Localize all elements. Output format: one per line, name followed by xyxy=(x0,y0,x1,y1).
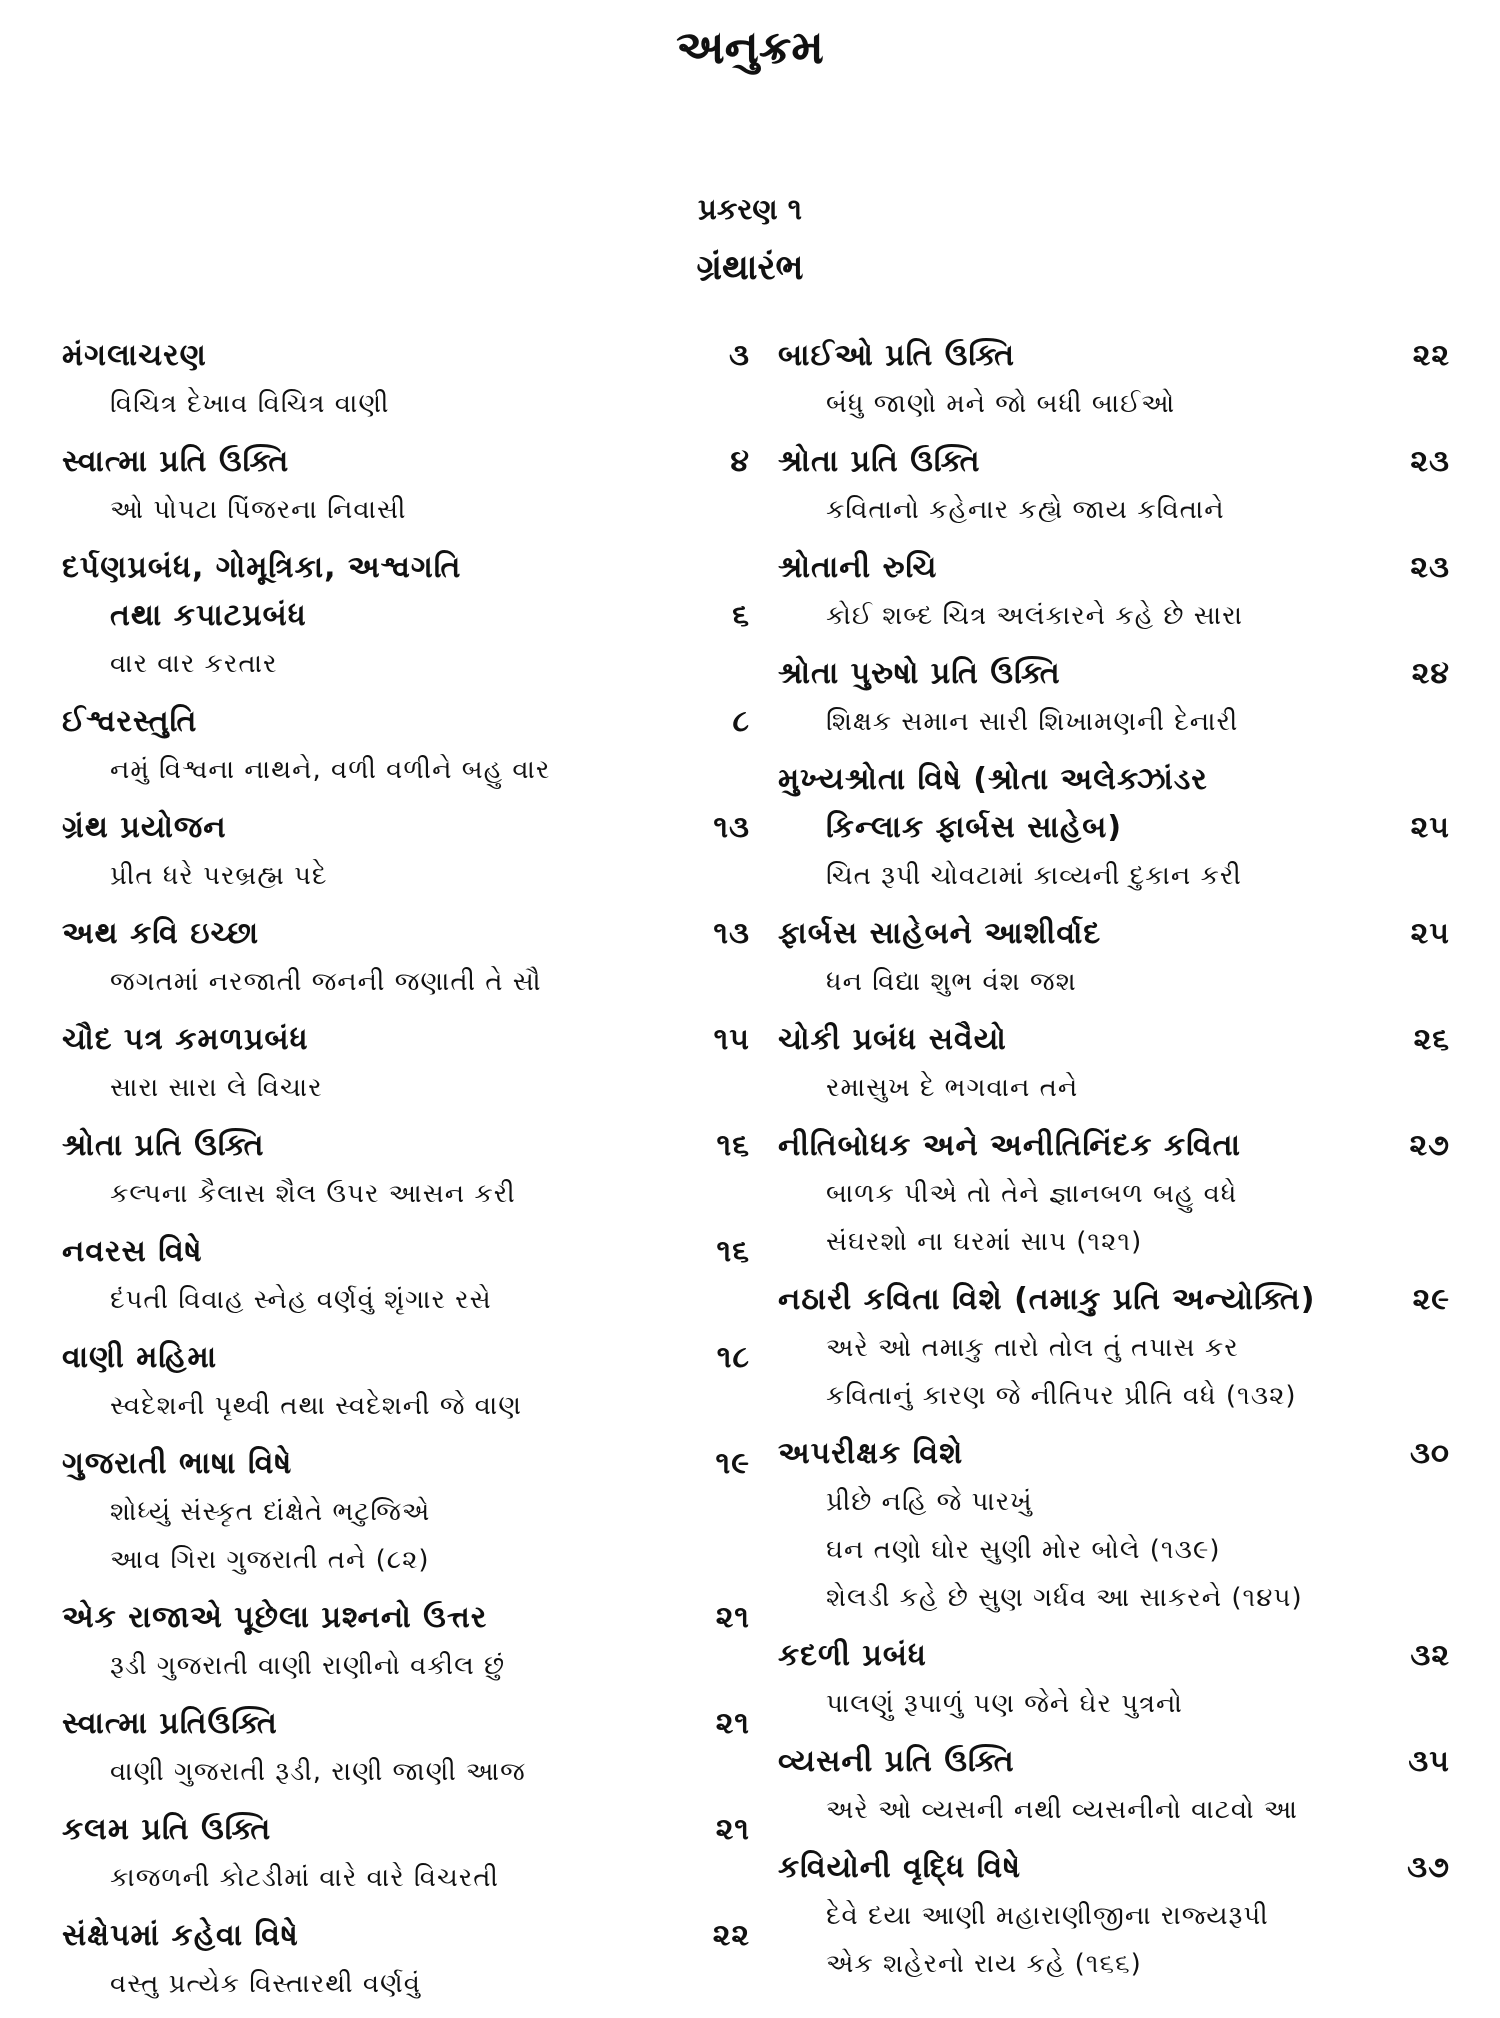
toc-entry-title-continued: કિન્લાક ફાર્બસ સાહેબ) xyxy=(826,810,1123,845)
toc-entry xyxy=(778,1738,1450,1834)
toc-entry-firstline: શોધ્યું સંસ્કૃત દાંક્ષેતે ભટુજિએ xyxy=(110,1497,431,1527)
toc-entry xyxy=(62,1334,750,1430)
toc-entry xyxy=(778,1122,1450,1266)
toc-entry-page: ૧૩ xyxy=(713,916,750,951)
toc-entry-title: શ્રોતા પ્રતિ ઉક્તિ xyxy=(778,444,981,479)
toc-entry xyxy=(778,332,1450,428)
toc-entry xyxy=(62,1806,750,1902)
toc-entry-firstline: વસ્તુ પ્રત્યેક વિસ્તારથી વર્ણવું xyxy=(110,1969,421,1999)
toc-entry-title: ગુજરાતી ભાષા વિષે xyxy=(62,1446,293,1481)
toc-entry-firstline: સંઘરશો ના ઘરમાં સાપ (૧૨૧) xyxy=(826,1227,1143,1257)
toc-entry-page: ૩૫ xyxy=(1408,1744,1450,1779)
toc-entry-firstline: બંધુ જાણો મને જો બધી બાઈઓ xyxy=(826,389,1176,419)
toc-entry-page: ૨૧ xyxy=(715,1600,750,1635)
toc-entry-firstline: ઓ પોપટા પિંજરના નિવાસી xyxy=(110,495,407,525)
toc-entry xyxy=(778,756,1450,900)
toc-entry-title: સ્વાત્મા પ્રતિ ઉક્તિ xyxy=(62,444,290,479)
toc-entry-firstline: પ્રીછે નહિ જે પારખું xyxy=(826,1487,1033,1517)
toc-entry-firstline: એક શહેરનો રાય કહે (૧૬૬) xyxy=(826,1949,1142,1979)
toc-entry xyxy=(778,1016,1450,1112)
toc-entry-title: કલમ પ્રતિ ઉક્તિ xyxy=(62,1812,272,1847)
toc-entry-title: બાઈઓ પ્રતિ ઉક્તિ xyxy=(778,338,1016,373)
toc-entry-firstline: કવિતાનો કહેનાર કહ્યે જાય કવિતાને xyxy=(826,495,1225,525)
toc-entry-firstline: સ્વદેશની પૃથ્વી તથા સ્વદેશની જે વાણ xyxy=(110,1391,522,1421)
toc-entry-title: શ્રોતા પ્રતિ ઉક્તિ xyxy=(62,1128,265,1163)
toc-entry xyxy=(778,1430,1450,1622)
toc-entry-title: એક રાજાએ પૂછેલા પ્રશ્નનો ઉત્તર xyxy=(62,1600,488,1635)
toc-entry xyxy=(778,910,1450,1006)
toc-entry-title: અથ કવિ ઇચ્છા xyxy=(62,916,260,951)
chapter-label: પ્રકરણ ૧ xyxy=(698,192,802,226)
toc-entry-firstline: સારા સારા લે વિચાર xyxy=(110,1073,323,1103)
toc-entry xyxy=(778,1276,1450,1420)
toc-entry-page: ૨૩ xyxy=(1410,444,1450,479)
toc-entry xyxy=(62,1440,750,1584)
toc-entry-title: કવિયોની વૃદ્ધિ વિષે xyxy=(778,1850,1022,1885)
toc-entry-page: ૧૩ xyxy=(713,810,750,845)
toc-entry-title: વાણી મહિમા xyxy=(62,1340,218,1375)
toc-entry xyxy=(62,332,750,428)
toc-entry-title: નવરસ વિષે xyxy=(62,1234,203,1269)
toc-entry-title: ચૌદ પત્ર કમળપ્રબંધ xyxy=(62,1022,309,1057)
toc-entry xyxy=(778,650,1450,746)
toc-entry-page: ૬ xyxy=(732,598,750,633)
toc-entry-page: ૩૦ xyxy=(1409,1436,1450,1471)
toc-entry xyxy=(62,1912,750,2008)
toc-entry-firstline: કાજળની કોટડીમાં વારે વારે વિચરતી xyxy=(110,1863,499,1893)
toc-entry xyxy=(62,804,750,900)
toc-entry-page: ૧૯ xyxy=(715,1446,750,1481)
toc-entry-title: મુખ્યશ્રોતા વિષે (શ્રોતા અલેક્ઝાંડર xyxy=(778,762,1208,797)
toc-entry-title: શ્રોતા પુરુષો પ્રતિ ઉક્તિ xyxy=(778,656,1061,691)
toc-entry-firstline: અરે ઓ તમાકુ તારો તોલ તું તપાસ કર xyxy=(826,1333,1239,1363)
toc-entry-page: ૩૭ xyxy=(1407,1850,1450,1885)
toc-entry-title: સંક્ષેપમાં કહેવા વિષે xyxy=(62,1918,299,1953)
toc-entry-page: ૨૨ xyxy=(712,1918,750,1953)
toc-entry-page: ૨૧ xyxy=(715,1706,750,1741)
toc-entry xyxy=(62,698,750,794)
toc-entry-page: ૧૮ xyxy=(716,1340,750,1375)
toc-entry-firstline: વિચિત્ર દેખાવ વિચિત્ર વાણી xyxy=(110,389,390,419)
toc-entry-firstline: ધન વિદ્યા શુભ વંશ જશ xyxy=(826,967,1077,997)
toc-entry-page: ૧૫ xyxy=(713,1022,750,1057)
toc-entry xyxy=(62,910,750,1006)
toc-entry-title: ચોકી પ્રબંધ સવૈયો xyxy=(778,1022,1007,1057)
toc-entry-page: ૨૭ xyxy=(1409,1128,1450,1163)
toc-entry-firstline: દેવે દયા આણી મહારાણીજીના રાજ્યરૂપી xyxy=(826,1901,1269,1931)
toc-entry xyxy=(62,1228,750,1324)
toc-entry-firstline: શિક્ષક સમાન સારી શિખામણની દેનારી xyxy=(826,707,1239,737)
toc-entry xyxy=(62,1594,750,1690)
toc-entry-title: ઈશ્વરસ્તુતિ xyxy=(62,704,198,739)
toc-entry xyxy=(778,1844,1450,1988)
toc-entry-page: ૧૬ xyxy=(716,1234,750,1269)
toc-entry-title: સ્વાત્મા પ્રતિઉક્તિ xyxy=(62,1706,278,1741)
toc-entry-firstline: દંપતી વિવાહ સ્નેહ વર્ણવું શૃંગાર રસે xyxy=(110,1285,492,1315)
toc-entry-firstline: આવ ગિરા ગુજરાતી તને (૮૨) xyxy=(110,1545,430,1575)
toc-entry-firstline: શેલડી કહે છે સુણ ગર્ધવ આ સાકરને (૧૪૫) xyxy=(826,1583,1303,1613)
toc-entry-page: ૨૧ xyxy=(715,1812,750,1847)
toc-entry xyxy=(62,1700,750,1796)
toc-entry-page: ૨૫ xyxy=(1410,810,1450,845)
toc-entry-firstline: વાર વાર કરતાર xyxy=(110,649,278,679)
toc-right-column xyxy=(778,332,1450,1998)
toc-entry-title: વ્યસની પ્રતિ ઉક્તિ xyxy=(778,1744,1015,1779)
toc-entry-page: ૪ xyxy=(730,444,750,479)
toc-entry-title: ફાર્બસ સાહેબને આશીર્વાદ xyxy=(778,916,1102,951)
toc-entry-firstline: કવિતાનું કારણ જે નીતિપર પ્રીતિ વધે (૧૩૨) xyxy=(826,1381,1297,1411)
toc-entry-firstline: નમું વિશ્વના નાથને, વળી વળીને બહુ વાર xyxy=(110,755,551,785)
toc-entry-firstline: રમાસુખ દે ભગવાન તને xyxy=(826,1073,1079,1103)
toc-entry-firstline: અરે ઓ વ્યસની નથી વ્યસનીનો વાટવો આ xyxy=(826,1795,1298,1825)
toc-entry-title: મંગલાચરણ xyxy=(62,338,207,373)
toc-entry-page: ૨૫ xyxy=(1410,916,1450,951)
toc-entry-title: શ્રોતાની રુચિ xyxy=(778,550,938,585)
toc-entry-firstline: બાળક પીએ તો તેને જ્ઞાનબળ બહુ વધે xyxy=(826,1179,1238,1209)
toc-entry xyxy=(778,544,1450,640)
section-title: ગ્રંથારંભ xyxy=(696,248,804,288)
toc-entry-page: ૩૨ xyxy=(1410,1638,1450,1673)
toc-left-column xyxy=(62,332,750,2018)
toc-entry-page: ૧૬ xyxy=(716,1128,750,1163)
toc-entry-title: નીતિબોધક અને અનીતિનિંદક કવિતા xyxy=(778,1128,1241,1163)
toc-entry-firstline: પ્રીત ધરે પરબ્રહ્મ પદે xyxy=(110,861,328,891)
toc-entry xyxy=(62,438,750,534)
toc-entry-firstline: પાલણું રૂપાળું પણ જેને ઘેર પુત્રનો xyxy=(826,1689,1183,1719)
toc-entry-title-continued: તથા કપાટપ્રબંધ xyxy=(110,598,307,633)
toc-entry-page: ૨૩ xyxy=(1410,550,1450,585)
toc-entry-title: અપરીક્ષક વિશે xyxy=(778,1436,964,1471)
toc-entry-firstline: કોઈ શબ્દ ચિત્ર અલંકારને કહે છે સારા xyxy=(826,601,1243,631)
toc-entry-firstline: કલ્પના કૈલાસ શૈલ ઉપર આસન કરી xyxy=(110,1179,516,1209)
toc-entry-page: ૮ xyxy=(732,704,750,739)
toc-entry-title: દર્પણપ્રબંધ, ગોમૂત્રિકા, અશ્વગતિ xyxy=(62,550,462,585)
toc-entry-page: ૨૨ xyxy=(1412,338,1450,373)
toc-entry-page: ૨૯ xyxy=(1412,1282,1450,1317)
toc-entry-firstline: જગતમાં નરજાતી જનની જણાતી તે સૌ xyxy=(110,967,542,997)
toc-entry-firstline: રૂડી ગુજરાતી વાણી રાણીનો વકીલ છું xyxy=(110,1651,506,1681)
toc-entry-firstline: ઘન તણો ઘોર સુણી મોર બોલે (૧૩૯) xyxy=(826,1535,1221,1565)
toc-entry xyxy=(62,544,750,688)
toc-entry xyxy=(778,1632,1450,1728)
toc-entry xyxy=(62,1122,750,1218)
page-title: અનુક્રમ xyxy=(676,20,824,74)
toc-entry-title: કદળી પ્રબંધ xyxy=(778,1638,927,1673)
toc-entry xyxy=(62,1016,750,1112)
toc-entry-firstline: ચિત રૂપી ચોવટામાં કાવ્યની દુકાન કરી xyxy=(826,861,1242,891)
toc-entry-page: ૨૪ xyxy=(1411,656,1450,691)
toc-entry-title: ગ્રંથ પ્રયોજન xyxy=(62,810,227,845)
toc-entry-page: ૨૬ xyxy=(1413,1022,1450,1057)
toc-entry-page: ૩ xyxy=(729,338,750,373)
toc-entry xyxy=(778,438,1450,534)
toc-entry-firstline: વાણી ગુજરાતી રૂડી, રાણી જાણી આજ xyxy=(110,1757,526,1787)
toc-entry-title: નઠારી કવિતા વિશે (તમાકુ પ્રતિ અન્યોક્તિ) xyxy=(778,1282,1316,1317)
